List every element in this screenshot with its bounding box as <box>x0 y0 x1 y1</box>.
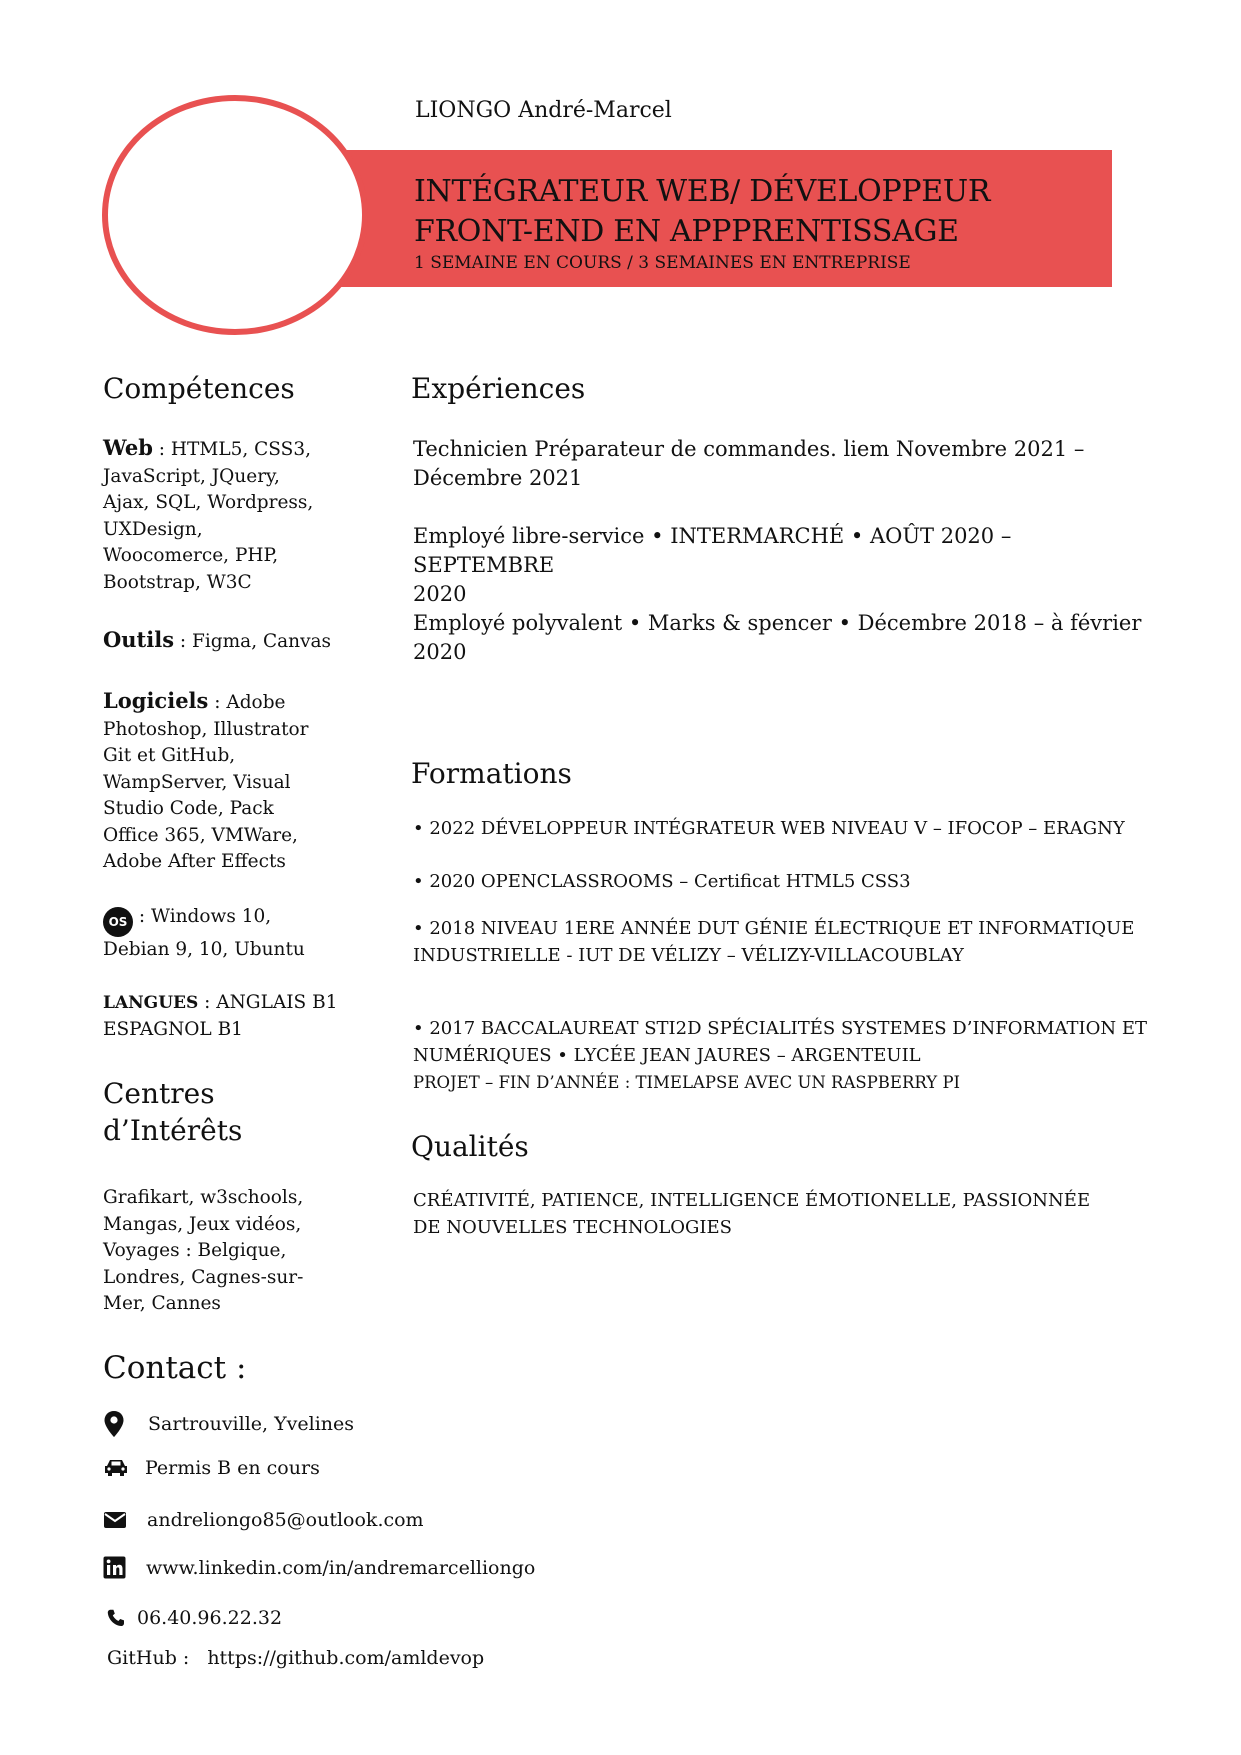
interets-line-4: Mer, Cannes <box>103 1293 221 1314</box>
interets-heading <box>103 1075 242 1149</box>
web-line-5: Bootstrap, W3C <box>103 571 252 593</box>
interets-heading-line1: Centres <box>103 1077 215 1110</box>
qualites-list <box>413 1187 1153 1241</box>
qualites-line1: CRÉATIVITÉ, PATIENCE, INTELLIGENCE ÉMOTIONELLE, PASSIONNÉE <box>413 1190 1091 1211</box>
web-skills <box>103 435 348 596</box>
formation-item-2: • 2020 OPENCLASSROOMS – Certificat HTML5 CSS3 <box>413 871 911 892</box>
interets-line-1: Mangas, Jeux vidéos, <box>103 1213 302 1235</box>
logiciels-line-2: Git et GitHub, <box>103 745 236 766</box>
langues-line-1: ESPAGNOL B1 <box>103 1018 243 1040</box>
logiciels-skills <box>103 688 348 876</box>
formation-item-4 <box>413 1015 1153 1096</box>
contact-email <box>103 1509 424 1531</box>
formation-4-line2: NUMÉRIQUES • LYCÉE JEAN JAURES – ARGENTEUIL <box>413 1045 921 1066</box>
interets-line-3: Londres, Cagnes-sur- <box>103 1266 304 1288</box>
logiciels-line-0: : Adobe <box>208 692 286 713</box>
outils-label: Outils <box>103 627 175 652</box>
web-line-2: Ajax, SQL, Wordpress, <box>103 492 314 513</box>
job-title <box>414 172 990 252</box>
linkedin-text[interactable]: www.linkedin.com/in/andremarcelliongo <box>146 1556 536 1579</box>
langues-line-0: : ANGLAIS B1 <box>198 992 338 1013</box>
langues-label: LANGUES <box>103 993 199 1013</box>
experience-2-line1: Employé libre-service • INTERMARCHÉ • AOÛT 2020 – SEPTEMBRE <box>413 524 1012 577</box>
email-text[interactable]: andreliongo85@outlook.com <box>147 1509 424 1531</box>
qualites-heading: Qualités <box>411 1130 529 1163</box>
os-line-0: : Windows 10, <box>138 906 272 927</box>
outils-skills <box>103 627 363 656</box>
langues-skills <box>103 990 363 1043</box>
experience-1-line2: Décembre 2021 <box>413 466 583 490</box>
profile-photo-circle <box>102 95 368 335</box>
experience-2-line2: 2020 <box>413 582 467 606</box>
contact-github <box>107 1647 484 1669</box>
contact-linkedin <box>103 1556 535 1579</box>
formation-3-line1: • 2018 NIVEAU 1ERE ANNÉE DUT GÉNIE ÉLECTRIQUE ET INFORMATIQUE <box>413 918 1135 939</box>
interets-heading-line2: d’Intérêts <box>103 1114 243 1147</box>
logiciels-line-3: WampServer, Visual <box>103 771 291 793</box>
web-line-4: Woocomerce, PHP, <box>103 545 279 566</box>
competences-heading: Compétences <box>103 372 295 405</box>
job-title-line1: INTÉGRATEUR WEB/ DÉVELOPPEUR <box>414 174 991 209</box>
contact-phone <box>107 1607 282 1629</box>
github-url[interactable]: https://github.com/amldevop <box>207 1647 485 1669</box>
experience-3-line1: Employé polyvalent • Marks & spencer • Décembre 2018 – à février <box>413 611 1142 635</box>
interets-line-0: Grafikart, w3schools, <box>103 1187 304 1208</box>
formation-4-line3: PROJET – FIN D’ANNÉE : TIMELAPSE AVEC UN RASPBERRY PI <box>413 1073 961 1092</box>
qualites-line2: DE NOUVELLES TECHNOLOGIES <box>413 1217 732 1238</box>
formations-heading: Formations <box>411 757 572 790</box>
logiciels-line-1: Photoshop, Illustrator <box>103 718 309 740</box>
interets-list <box>103 1185 348 1318</box>
candidate-name: LIONGO André-Marcel <box>415 98 672 123</box>
os-line-1: Debian 9, 10, Ubuntu <box>103 939 305 960</box>
github-label: GitHub : <box>107 1647 190 1669</box>
experiences-heading: Expériences <box>411 372 586 405</box>
interets-line-2: Voyages : Belgique, <box>103 1240 287 1261</box>
linkedin-icon <box>103 1556 126 1579</box>
os-icon: OS <box>103 907 133 937</box>
envelope-icon <box>103 1511 127 1529</box>
logiciels-label: Logiciels <box>103 688 209 713</box>
web-label: Web <box>103 435 153 460</box>
formation-item-3 <box>413 915 1153 969</box>
location-text: Sartrouville, Yvelines <box>148 1413 355 1435</box>
formation-item-1: • 2022 DÉVELOPPEUR INTÉGRATEUR WEB NIVEAU V – IFOCOP – ERAGNY <box>413 818 1125 839</box>
location-pin-icon <box>103 1410 125 1438</box>
formation-4-line1: • 2017 BACCALAUREAT STI2D SPÉCIALITÉS SYSTEMES D’INFORMATION ET <box>413 1018 1148 1039</box>
os-skills <box>103 904 363 964</box>
car-icon <box>103 1458 129 1478</box>
experience-1-line1: Technicien Préparateur de commandes. liem Novembre 2021 – <box>413 437 1085 461</box>
job-subtitle: 1 SEMAINE EN COURS / 3 SEMAINES EN ENTREPRISE <box>414 253 911 273</box>
web-line-0: : HTML5, CSS3, <box>152 439 311 460</box>
web-line-1: JavaScript, JQuery, <box>103 465 280 487</box>
outils-value: : Figma, Canvas <box>174 631 332 652</box>
logiciels-line-5: Office 365, VMWare, <box>103 824 298 846</box>
experience-item <box>413 435 1153 493</box>
phone-text: 06.40.96.22.32 <box>137 1607 283 1629</box>
contact-heading: Contact : <box>103 1350 247 1386</box>
contact-location <box>103 1410 354 1438</box>
web-line-3: UXDesign, <box>103 518 203 540</box>
experience-item <box>413 609 1153 667</box>
formation-3-line2: INDUSTRIELLE - IUT DE VÉLIZY – VÉLIZY-VILLACOUBLAY <box>413 945 964 966</box>
logiciels-line-6: Adobe After Effects <box>103 851 286 872</box>
phone-icon <box>107 1609 125 1627</box>
logiciels-line-4: Studio Code, Pack <box>103 798 274 819</box>
contact-permis <box>103 1457 320 1479</box>
job-title-line2: FRONT-END EN APPPRENTISSAGE <box>414 214 959 249</box>
permis-text: Permis B en cours <box>145 1457 320 1479</box>
experience-3-line2: 2020 <box>413 640 467 664</box>
experience-item <box>413 522 1153 609</box>
